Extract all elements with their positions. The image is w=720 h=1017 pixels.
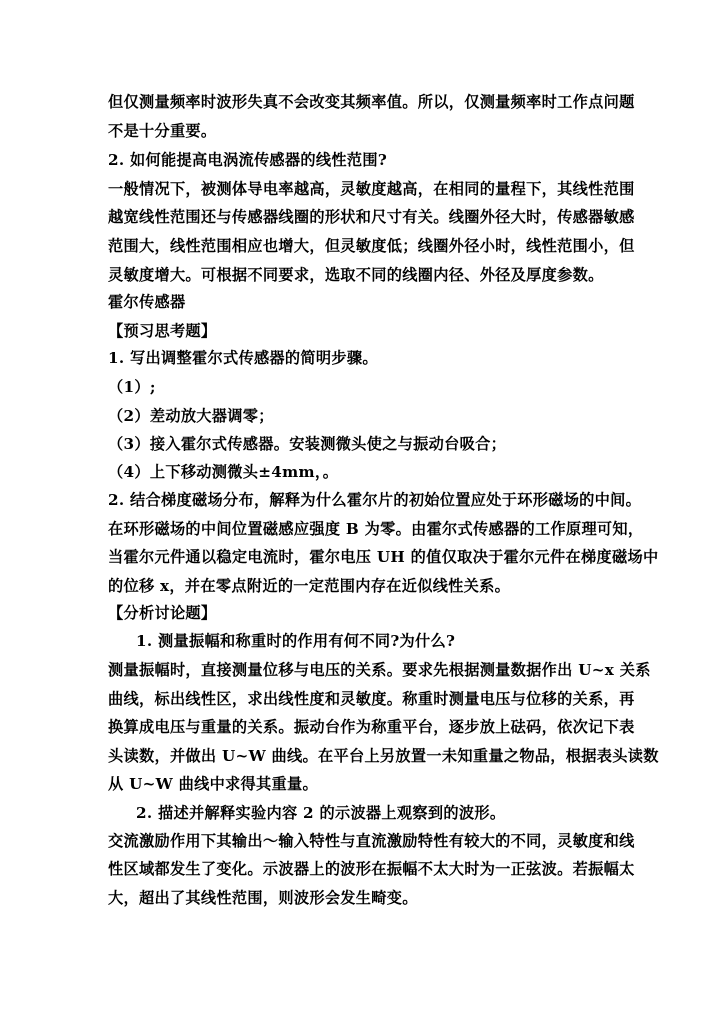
text-line: 不是十分重要。 [108,122,217,140]
text-line: 交流激励作用下其输出～输入特性与直流激励特性有较大的不同，灵敏度和线 [108,832,635,850]
text-line: 灵敏度增大。可根据不同要求，选取不同的线圈内径、外径及厚度参数。 [108,266,604,284]
section-heading: 【分析讨论题】 [108,604,217,622]
text-line: 大，超出了其线性范围，则波形会发生畸变。 [108,889,418,907]
text-line: 头读数，并做出 U~W 曲线。在平台上另放置一未知重量之物品，根据表头读数 [108,747,659,765]
question-heading: 1. 写出调整霍尔式传感器的简明步骤。 [108,349,378,367]
text-line: 的位移 x，并在零点附近的一定范围内存在近似线性关系。 [108,577,511,595]
text-line: 换算成电压与重量的关系。振动台作为称重平台，逐步放上砝码，依次记下表 [108,718,635,736]
step-item: （1）; [108,378,156,396]
question-heading: 2. 描述并解释实验内容 2 的示波器上观察到的波形。 [136,804,506,822]
text-line: 当霍尔元件通以稳定电流时，霍尔电压 UH 的值仅取决于霍尔元件在梯度磁场中 [108,548,659,566]
text-line: 在环形磁场的中间位置磁感应强度 B 为零。由霍尔式传感器的工作原理可知， [108,520,644,538]
section-heading: 【预习思考题】 [108,322,217,340]
text-line: 曲线，标出线性区，求出线性度和灵敏度。称重时测量电压与位移的关系，再 [108,690,635,708]
step-item: （2）差动放大器调零； [108,407,274,425]
text-line: 但仅测量频率时波形失真不会改变其频率值。所以，仅测量频率时工作点问题 [108,93,635,111]
question-heading: 2. 结合梯度磁场分布，解释为什么霍尔片的初始位置应处于环形磁场的中间。 [108,491,642,509]
text-line: 性区域都发生了变化。示波器上的波形在振幅不太大时为一正弦波。若振幅太 [108,860,635,878]
step-item: （4）上下移动测微头±4mm，。 [108,463,339,481]
text-line: 从 U~W 曲线中求得其重量。 [108,775,318,793]
text-line: 范围大，线性范围相应也增大，但灵敏度低；线圈外径小时，线性范围小，但 [108,237,635,255]
text-line: 一般情况下，被测体导电率越高，灵敏度越高，在相同的量程下，其线性范围 [108,180,635,198]
question-heading: 1. 测量振幅和称重时的作用有何不同?为什么? [136,632,456,650]
text-line: 测量振幅时，直接测量位移与电压的关系。要求先根据测量数据作出 U~x 关系 [108,661,651,679]
step-item: （3）接入霍尔式传感器。安装测微头使之与振动台吸合； [108,435,507,453]
section-title: 霍尔传感器 [108,293,186,311]
text-line: 越宽线性范围还与传感器线圈的形状和尺寸有关。线圈外径大时，传感器敏感 [108,208,635,226]
question-heading: 2. 如何能提高电涡流传感器的线性范围? [108,151,388,169]
